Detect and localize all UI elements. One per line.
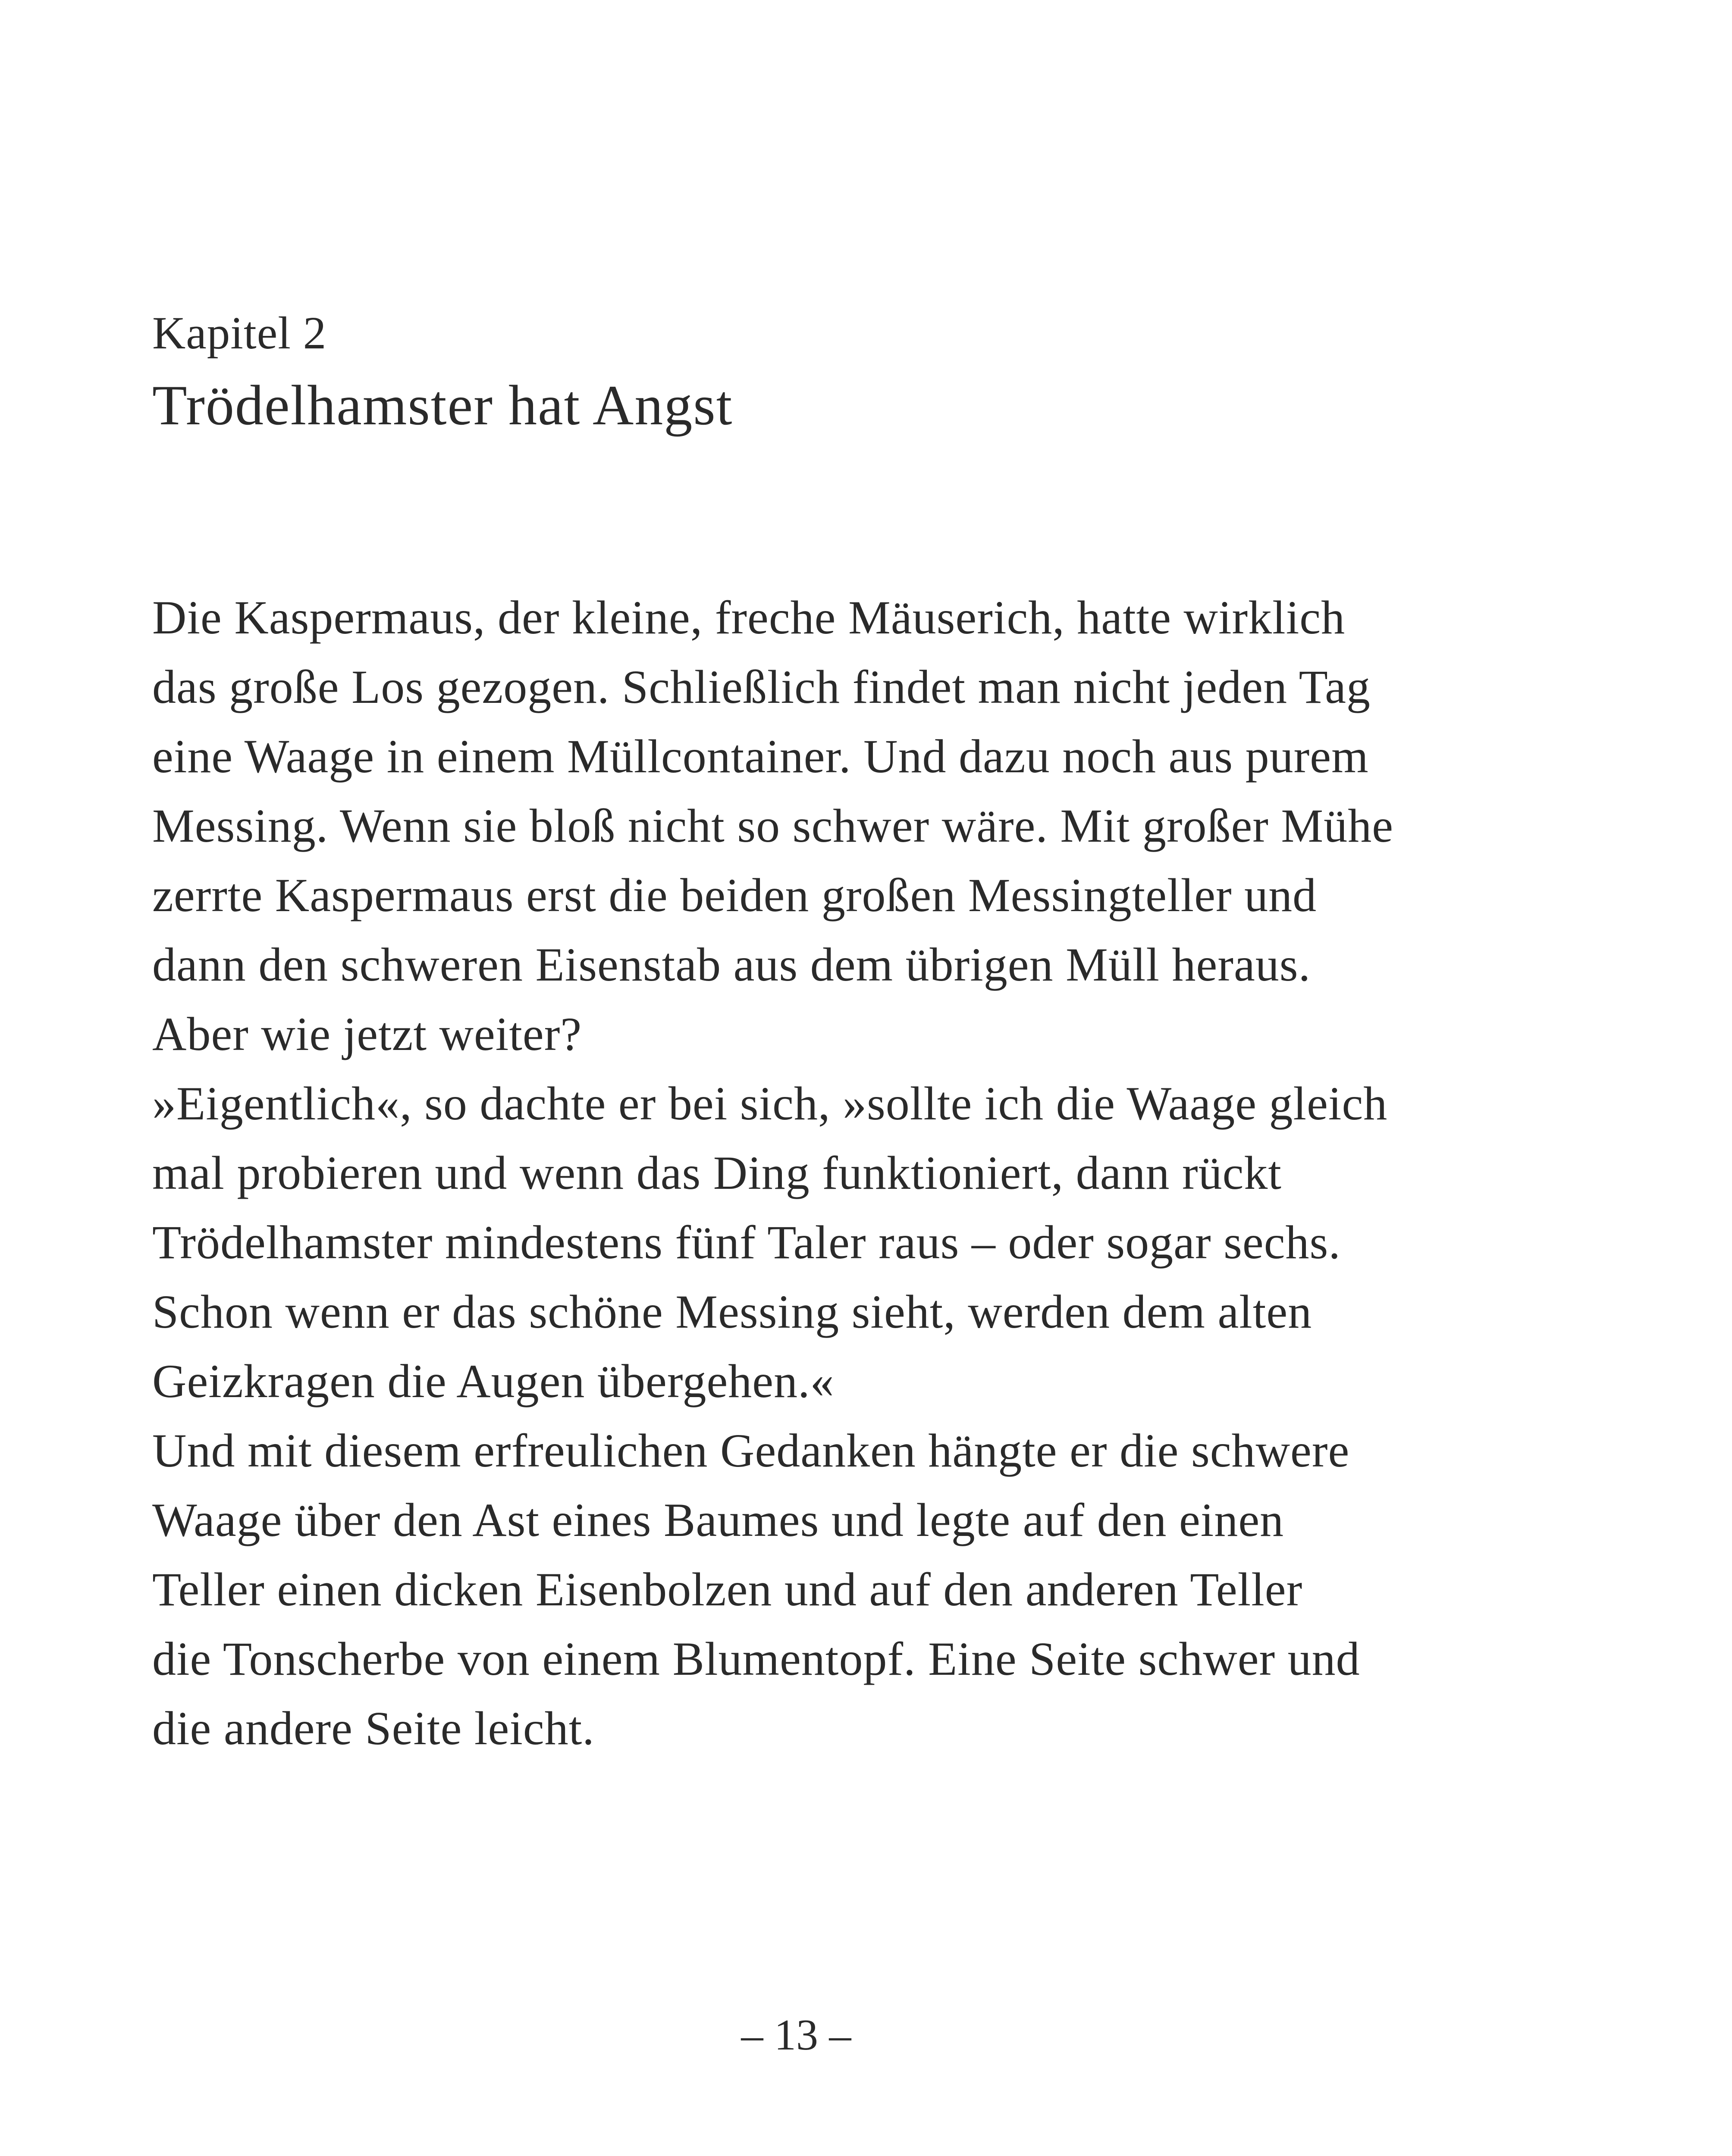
text-line: »Eigentlich«, so dachte er bei sich, »sollte ich die Waage gleich (152, 1077, 1388, 1130)
chapter-title: Trödelhamster hat Angst (152, 373, 733, 437)
text-line: die Tonscherbe von einem Blumentopf. Eine Seite schwer und (152, 1633, 1360, 1685)
text-line: Messing. Wenn sie bloß nicht so schwer wäre. Mit großer Mühe (152, 799, 1394, 852)
page-number: – 13 – (741, 2011, 851, 2059)
chapter-label: Kapitel 2 (152, 308, 327, 359)
text-line: Aber wie jetzt weiter? (152, 1008, 582, 1060)
text-line: zerrte Kaspermaus erst die beiden großen Messingteller und (152, 869, 1317, 921)
text-line: dann den schweren Eisenstab aus dem übrigen Müll heraus. (152, 938, 1311, 991)
text-line: eine Waage in einem Müllcontainer. Und dazu noch aus purem (152, 730, 1369, 783)
text-line: Schon wenn er das schöne Messing sieht, werden dem alten (152, 1285, 1312, 1338)
text-line: Geizkragen die Augen übergehen.« (152, 1355, 835, 1407)
text-line: die andere Seite leicht. (152, 1702, 595, 1755)
text-line: Und mit diesem erfreulichen Gedanken hängte er die schwere (152, 1424, 1350, 1477)
body-text (152, 583, 1575, 1763)
text-line: das große Los gezogen. Schließlich findet man nicht jeden Tag (152, 661, 1371, 713)
text-line: mal probieren und wenn das Ding funktioniert, dann rückt (152, 1147, 1282, 1199)
text-line: Waage über den Ast eines Baumes und legte auf den einen (152, 1494, 1284, 1546)
text-line: Trödelhamster mindestens fünf Taler raus – oder sogar sechs. (152, 1216, 1341, 1269)
text-line: Die Kaspermaus, der kleine, freche Mäuserich, hatte wirklich (152, 591, 1346, 644)
text-line: Teller einen dicken Eisenbolzen und auf den anderen Teller (152, 1563, 1303, 1616)
